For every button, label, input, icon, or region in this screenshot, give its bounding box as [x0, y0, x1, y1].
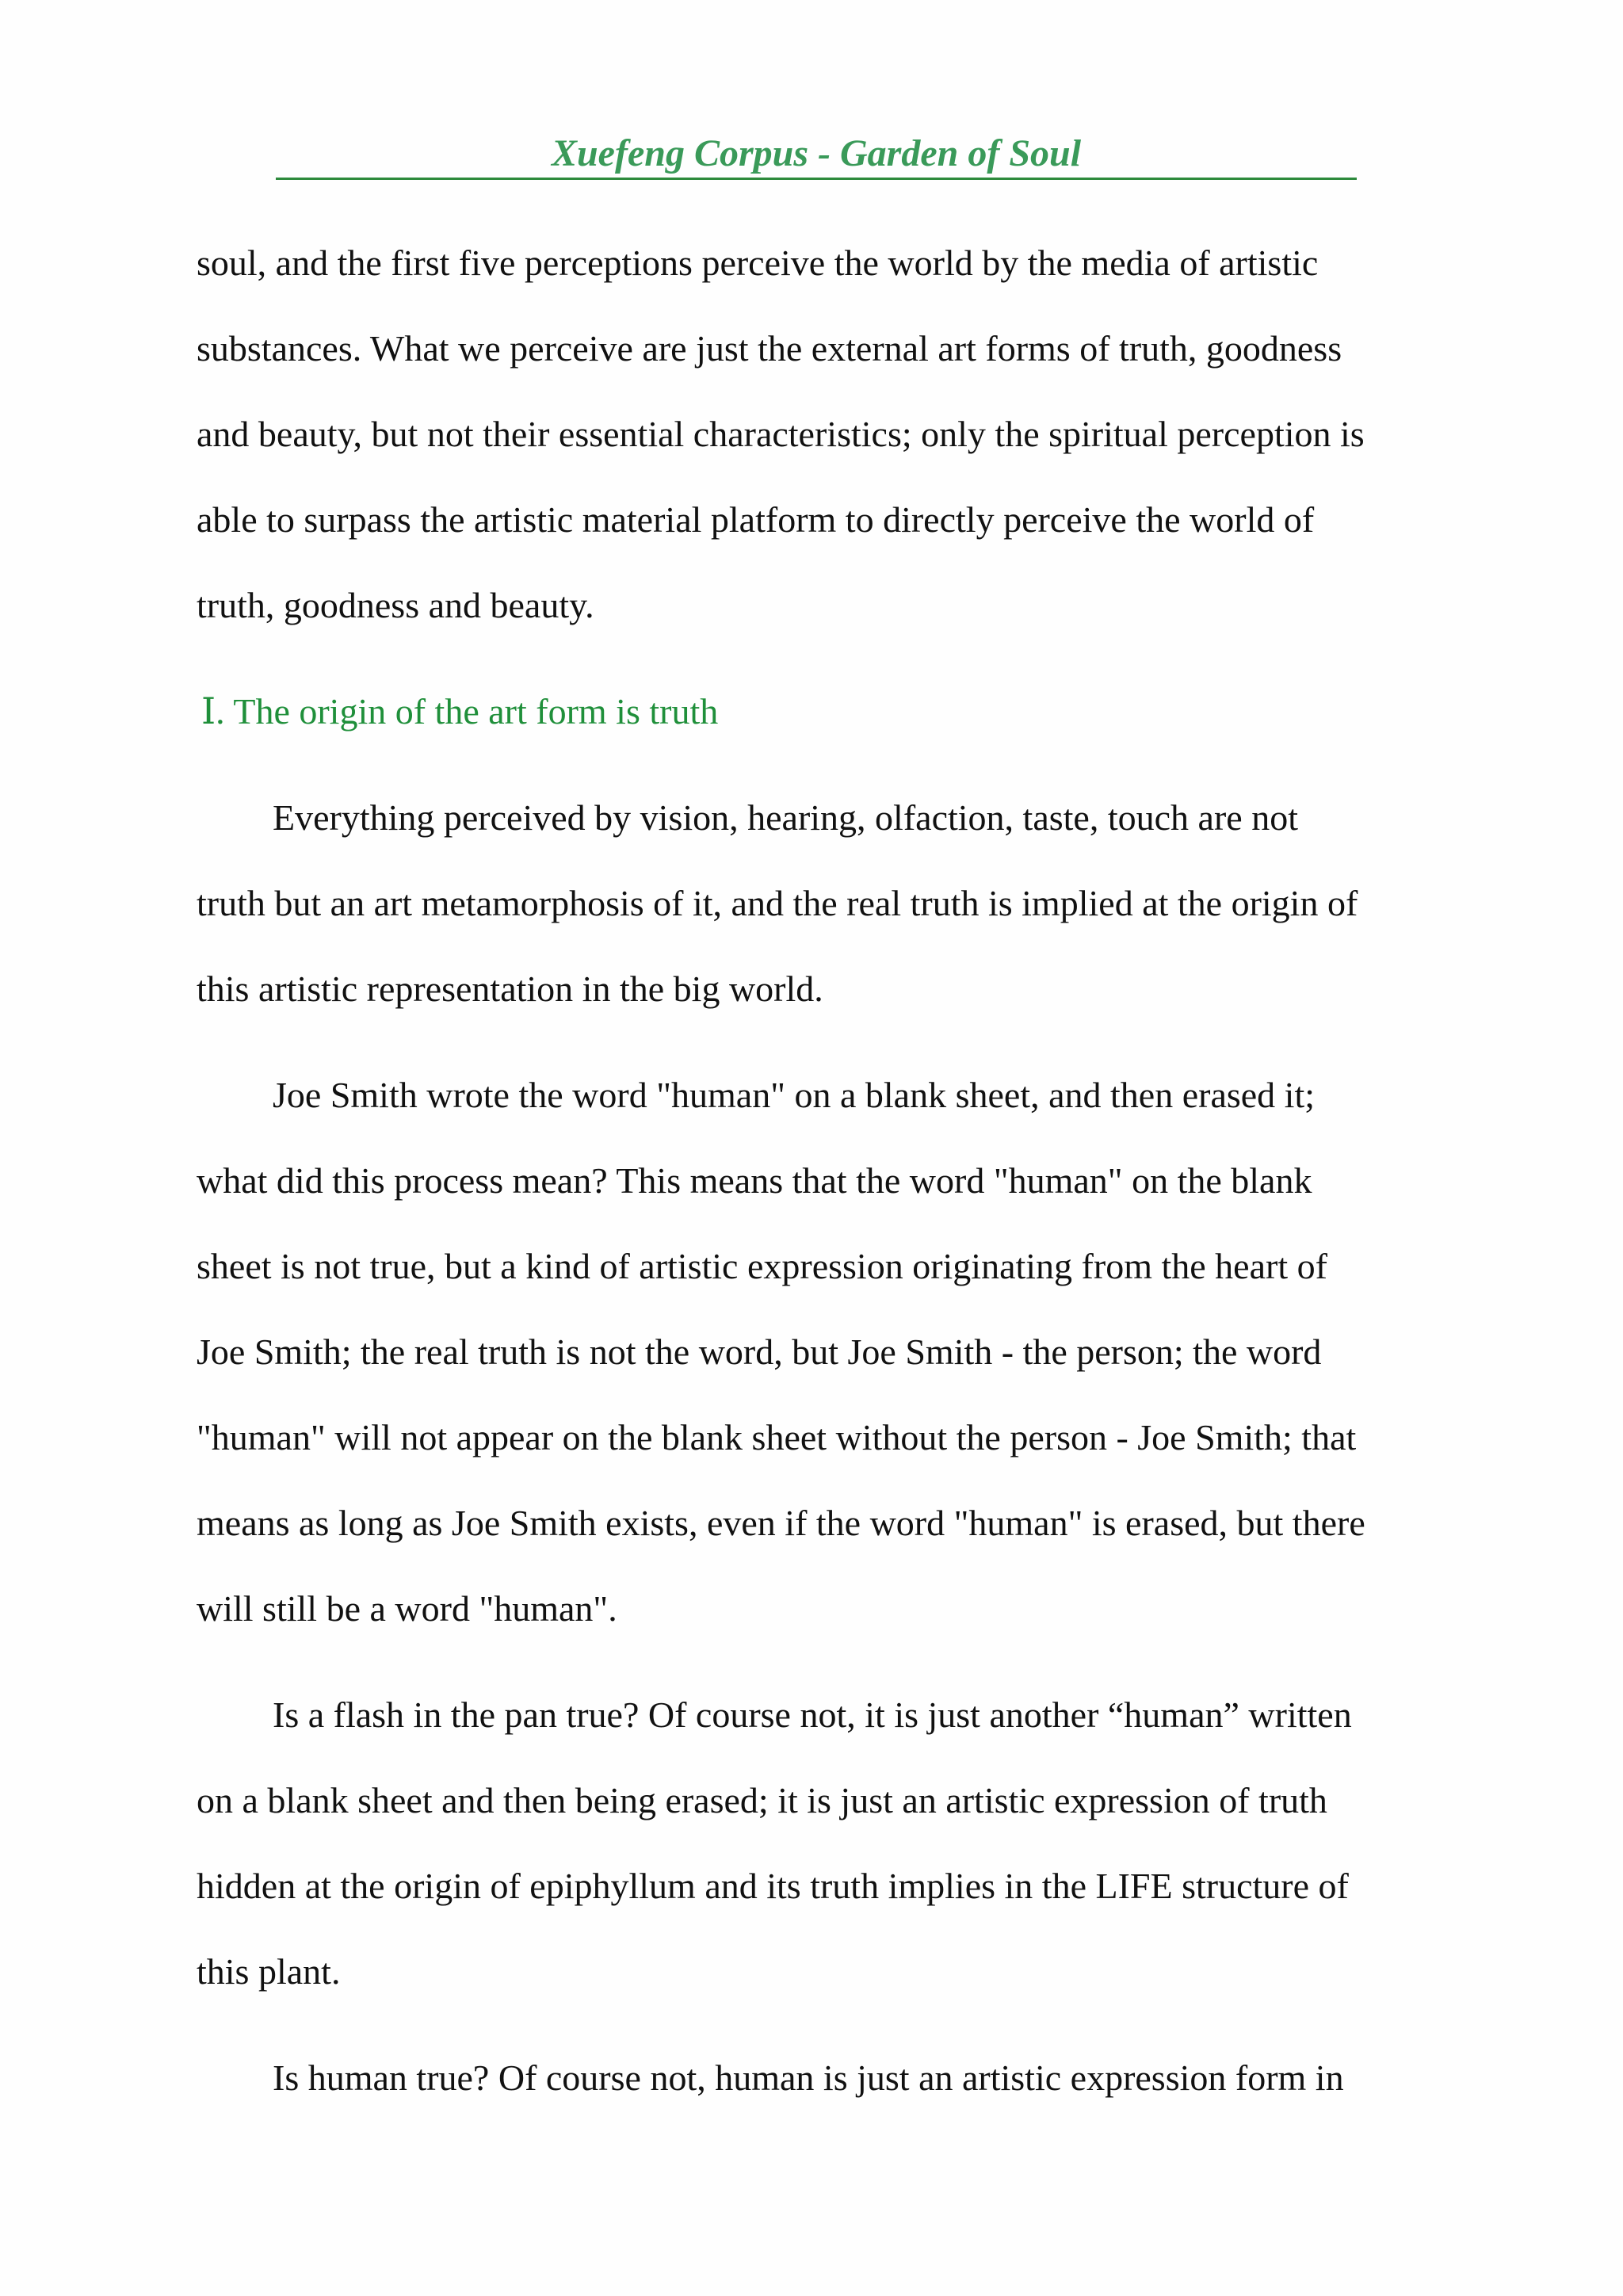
text-line: this plant. — [197, 1951, 341, 1992]
text-line: Everything perceived by vision, hearing, olfaction, taste, touch are not — [273, 797, 1298, 838]
paragraph — [197, 2035, 1433, 2121]
body-text — [197, 220, 1433, 2141]
text-line: Joe Smith; the real truth is not the word, but Joe Smith - the person; the word — [197, 1331, 1322, 1372]
text-line: Joe Smith wrote the word "human" on a blank sheet, and then erased it; — [273, 1075, 1316, 1115]
text-line: able to surpass the artistic material platform to directly perceive the world of — [197, 499, 1315, 540]
text-line: hidden at the origin of epiphyllum and its truth implies in the LIFE structure of — [197, 1866, 1349, 1906]
text-line: sheet is not true, but a kind of artistic expression originating from the heart of — [197, 1246, 1327, 1286]
text-line: means as long as Joe Smith exists, even if the word "human" is erased, but there — [197, 1503, 1365, 1543]
text-line: Is human true? Of course not, human is just an artistic expression form in — [273, 2057, 1344, 2098]
text-line: will still be a word "human". — [197, 1588, 617, 1629]
paragraph — [197, 775, 1433, 1032]
text-line: this artistic representation in the big world. — [197, 968, 823, 1009]
text-line: soul, and the first five perceptions perceive the world by the media of artistic — [197, 243, 1319, 283]
paragraph-continuation — [197, 220, 1433, 648]
section-numeral: Ⅰ — [201, 691, 216, 732]
running-header-title: Xuefeng Corpus - Garden of Soul — [551, 132, 1082, 174]
section-heading — [197, 669, 1433, 755]
paragraph — [197, 1672, 1433, 2015]
text-line: and beauty, but not their essential characteristics; only the spiritual perception is — [197, 414, 1365, 454]
text-line: what did this process mean? This means that the word "human" on the blank — [197, 1160, 1312, 1201]
text-line: on a blank sheet and then being erased; it is just an artistic expression of truth — [197, 1780, 1327, 1820]
text-line: "human" will not appear on the blank sheet without the person - Joe Smith; that — [197, 1417, 1357, 1457]
text-line: truth, goodness and beauty. — [197, 585, 594, 625]
text-line: truth but an art metamorphosis of it, and the real truth is implied at the origin of — [197, 883, 1358, 923]
section-heading-text: . The origin of the art form is truth — [216, 691, 719, 732]
header-rule — [276, 178, 1357, 180]
text-line: Is a flash in the pan true? Of course not, it is just another “human” written — [273, 1694, 1352, 1735]
paragraph — [197, 1052, 1433, 1652]
text-line: substances. What we perceive are just the external art forms of truth, goodness — [197, 328, 1342, 369]
